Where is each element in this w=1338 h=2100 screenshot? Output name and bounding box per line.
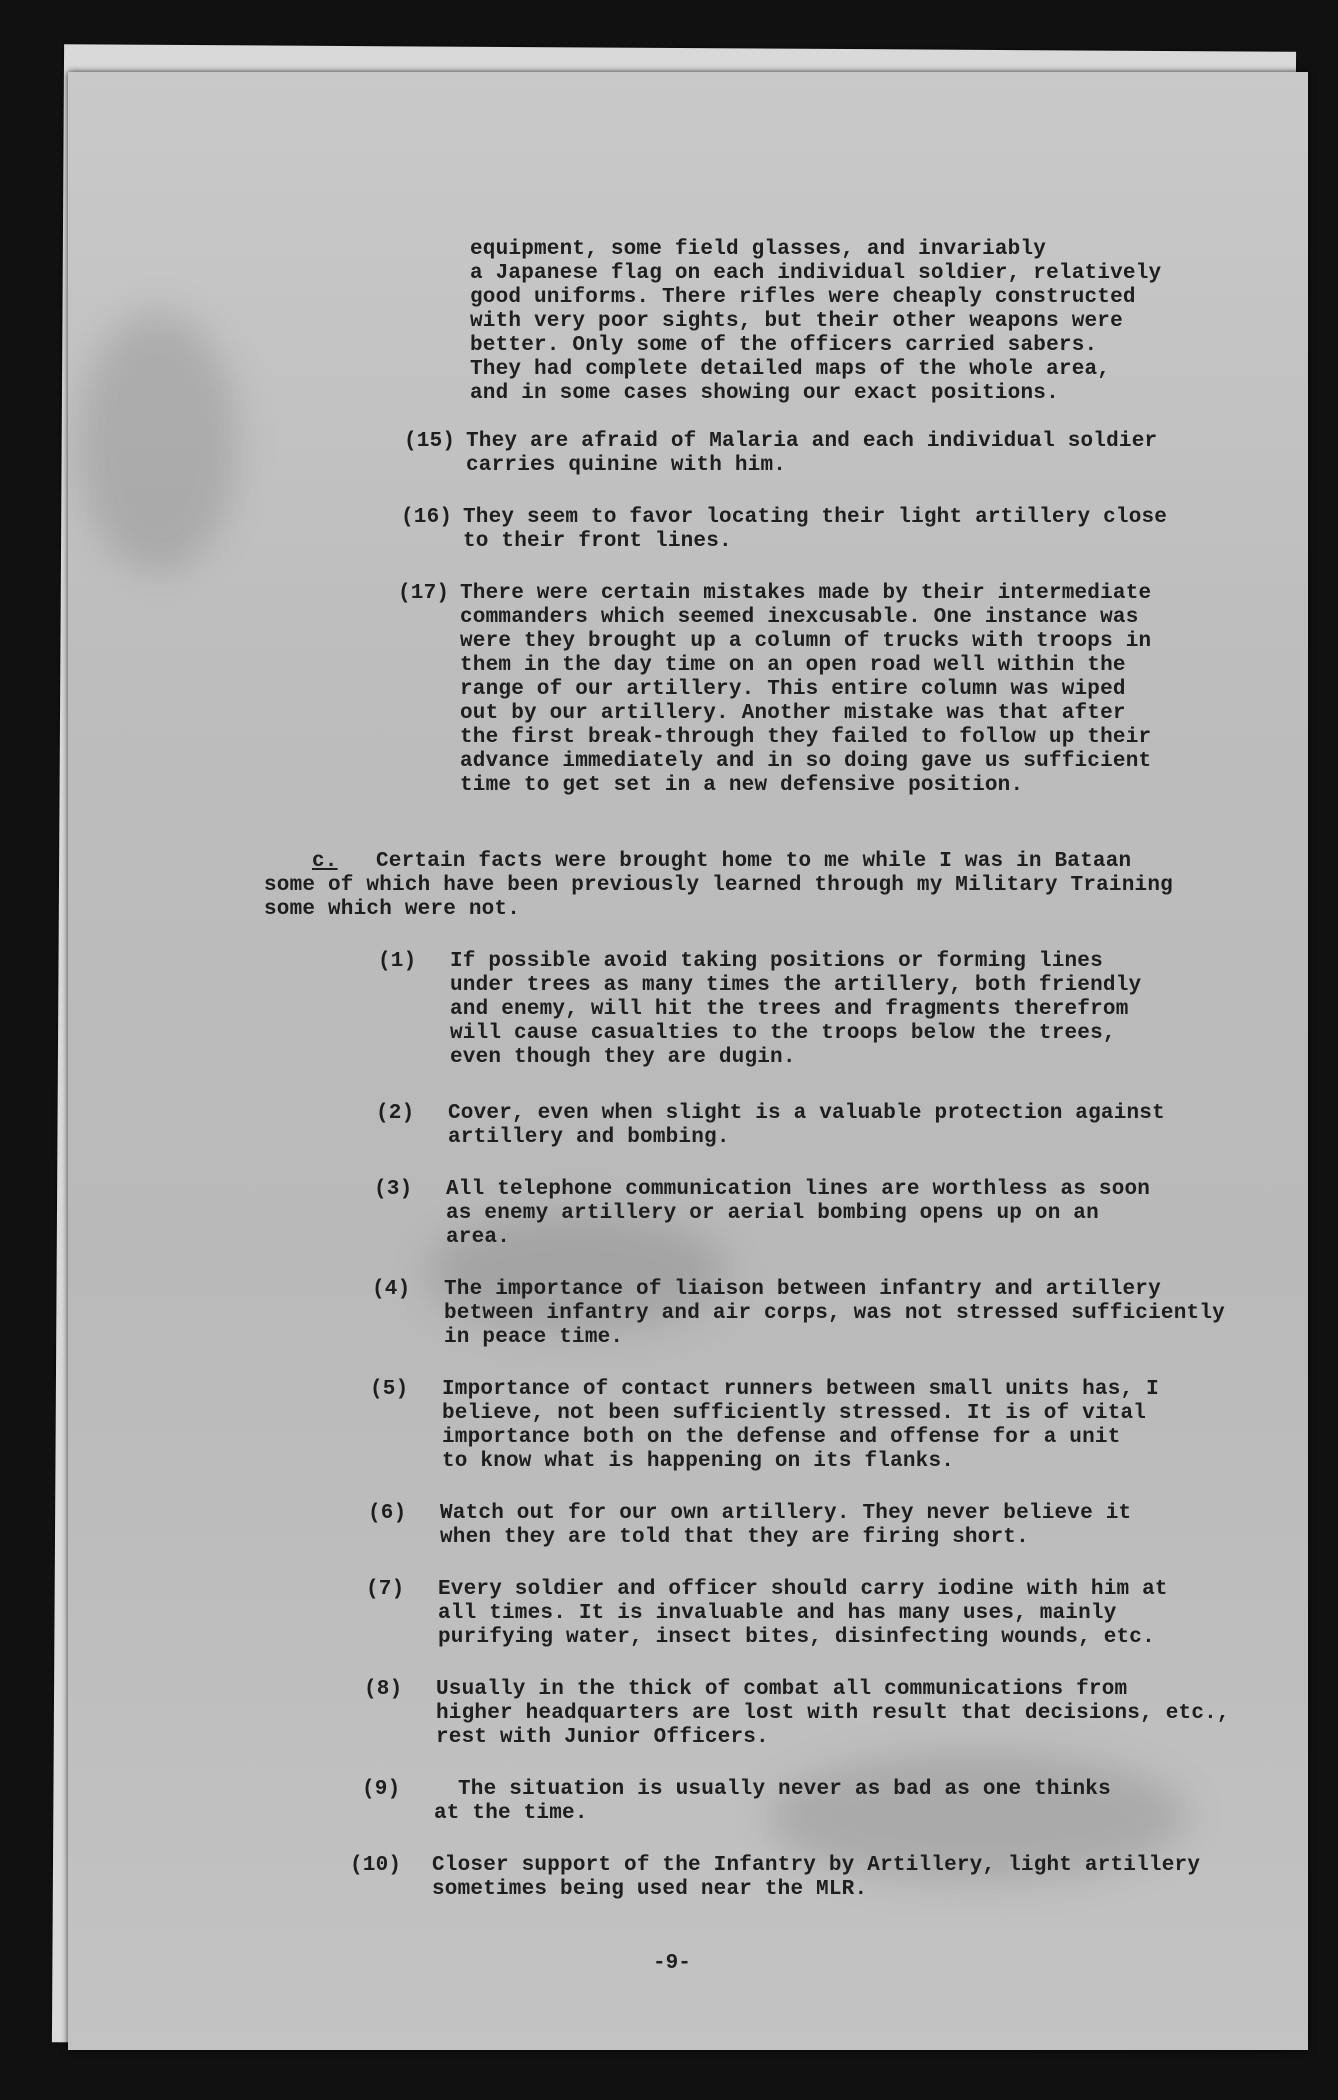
item-text: Usually in the thick of combat all communications from higher headquarters are lost with result that decisions, etc., rest with Junior Officers.: [436, 1678, 1230, 1749]
item-number: (2): [376, 1102, 415, 1125]
item-number: (8): [364, 1678, 403, 1701]
item-number: (17): [398, 582, 450, 605]
item-text: Every soldier and officer should carry iodine with him at all times. It is invaluable and has many uses, mainly purifying water, insect bites, disinfecting wounds, etc.: [438, 1578, 1168, 1649]
item-text: The situation is usually never as bad as one thinks at the time.: [434, 1778, 1111, 1825]
item-number: (7): [366, 1578, 405, 1601]
item-number: (9): [362, 1778, 401, 1801]
item-text: The importance of liaison between infantry and artillery between infantry and air corps, was not stressed sufficiently in peace time.: [444, 1278, 1225, 1349]
section-intro: Certain facts were brought home to me while I was in Bataan some of which have been previously learned through my Military Training some which were not.: [264, 850, 1173, 921]
item-text: Watch out for our own artillery. They never believe it when they are told that they are firing short.: [440, 1502, 1132, 1549]
item-number: (3): [374, 1178, 413, 1201]
item-number: (10): [350, 1854, 402, 1877]
item-number: (6): [368, 1502, 407, 1525]
item-number: (15): [404, 430, 456, 453]
page-number: -9-: [653, 1952, 691, 1975]
item-number: (16): [401, 506, 453, 529]
item-text: Cover, even when slight is a valuable protection against artillery and bombing.: [448, 1102, 1165, 1149]
item-text: There were certain mistakes made by their intermediate commanders which seemed inexcusable. One instance was were they brought up a column of trucks with troops in them in the day time on an open road well within the range of our artillery. This entire column was wiped out by our artillery. Another mistake was that after the first break-through they failed to follow up their advance immediately and in so doing gave us sufficient time to get set in a new defensive position.: [460, 582, 1152, 797]
item-text: Closer support of the Infantry by Artillery, light artillery sometimes being used near the MLR.: [432, 1854, 1201, 1901]
item-number: (1): [378, 950, 417, 973]
section-letter: c.: [312, 850, 338, 873]
item-number: (4): [372, 1278, 411, 1301]
item-number: (5): [370, 1378, 409, 1401]
smudge-left: [78, 312, 238, 572]
document-page: [68, 72, 1308, 2050]
item-text: If possible avoid taking positions or forming lines under trees as many times the artillery, both friendly and enemy, will hit the trees and fragments therefrom will cause casualties to the troops below the trees, even though they are dugin.: [450, 950, 1142, 1069]
item-text: Importance of contact runners between small units has, I believe, not been sufficiently stressed. It is of vital importance both on the defense and offense for a unit to know what is happening on its flanks.: [442, 1378, 1159, 1473]
item-text: They seem to favor locating their light artillery close to their front lines.: [463, 506, 1168, 553]
item-text: All telephone communication lines are worthless as soon as enemy artillery or aerial bombing opens up on an area.: [446, 1178, 1151, 1249]
continuation-paragraph: equipment, some field glasses, and invariably a Japanese flag on each individual soldier, relatively good uniforms. There rifles were cheaply constructed with very poor sights, but their other weapons were better. Only some of the officers carried sabers. They had complete detailed maps of the whole area, and in some cases showing our exact positions.: [470, 238, 1162, 405]
item-text: They are afraid of Malaria and each individual soldier carries quinine with him.: [466, 430, 1158, 477]
